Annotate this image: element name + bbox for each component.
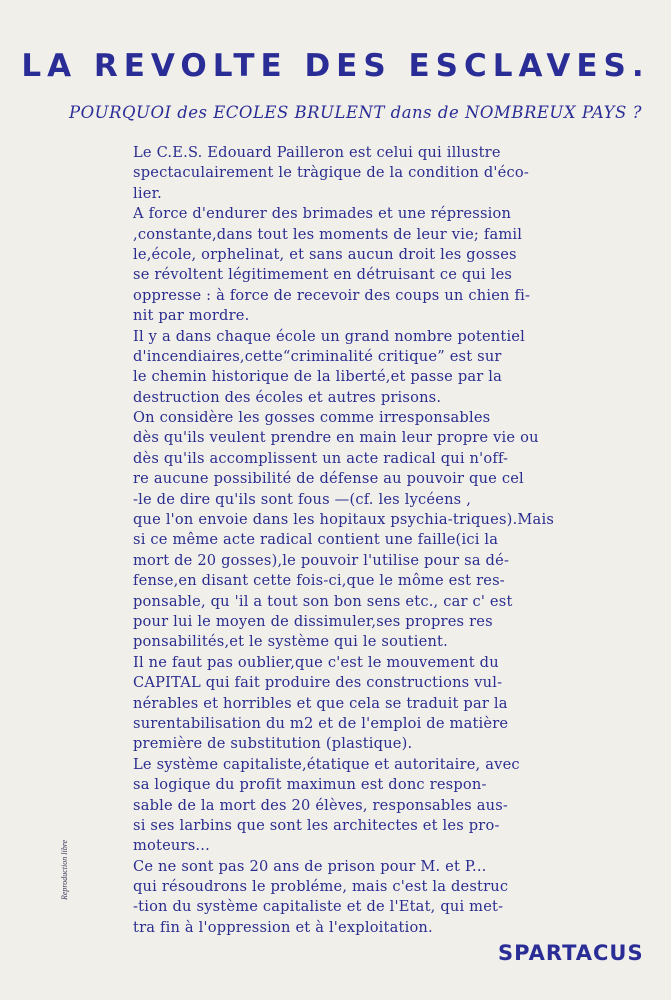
signature: SPARTACUS [498, 941, 644, 965]
text-line: re aucune possibilité de défense au pouvoir que cel [133, 470, 524, 488]
text-line: tra fin à l'oppression et à l'exploitation. [133, 918, 433, 936]
manifesto-body [133, 143, 553, 938]
imprint-note: Reproduction libre [60, 839, 69, 900]
text-line: sable de la mort des 20 élèves, responsables aus- [133, 796, 509, 814]
text-line: A force d'endurer des brimades et une répression [133, 205, 512, 223]
text-line: mort de 20 gosses),le pouvoir l'utilise pour sa dé- [133, 551, 510, 569]
text-line: nit par mordre. [133, 307, 250, 325]
text-line: se révoltent légitimement en détruisant ce qui les [133, 266, 513, 284]
text-line: sa logique du profit maximun est donc respon- [133, 776, 487, 794]
page-title: LA REVOLTE DES ESCLAVES. [21, 48, 650, 84]
text-line: nérables et horribles et que cela se traduit par la [133, 694, 508, 712]
text-line: -tion du système capitaliste et de l'Etat, qui met- [133, 898, 504, 916]
text-line: surentabilisation du m2 et de l'emploi de matière [133, 714, 509, 732]
text-line: ponsable, qu 'il a tout son bon sens etc., car c' est [133, 592, 513, 610]
text-line: le chemin historique de la liberté,et passe par la [133, 368, 503, 386]
text-line: Le système capitaliste,étatique et autoritaire, avec [133, 755, 520, 773]
text-line: si ses larbins que sont les architectes et les pro- [133, 816, 500, 834]
text-line: pour lui le moyen de dissimuler,ses propres res [133, 612, 493, 630]
text-line: si ce même acte radical contient une faille(ici la [133, 531, 499, 549]
text-line: première de substitution (plastique). [133, 735, 413, 753]
text-line: Il ne faut pas oublier,que c'est le mouvement du [133, 653, 499, 671]
text-line: Il y a dans chaque école un grand nombre potentiel [133, 327, 526, 345]
text-line: Ce ne sont pas 20 ans de prison pour M. et P... [133, 857, 487, 875]
text-line: le,école, orphelinat, et sans aucun droit les gosses [133, 245, 517, 263]
text-line: lier. [133, 184, 162, 202]
text-line: moteurs... [133, 837, 210, 855]
text-line: oppresse : à force de recevoir des coups un chien fi- [133, 286, 531, 304]
text-line: dès qu'ils veulent prendre en main leur propre vie ou [133, 429, 539, 447]
text-line: Le C.E.S. Edouard Pailleron est celui qui illustre [133, 144, 501, 161]
text-line: que l'on envoie dans les hopitaux psychia-triques).Mais [133, 511, 555, 529]
text-line: dès qu'ils accomplissent un acte radical qui n'off- [133, 449, 509, 467]
text-line: ,constante,dans tout les moments de leur vie; famil [133, 225, 523, 243]
text-line: qui résoudrons le probléme, mais c'est la destruc [133, 878, 509, 896]
page-subtitle: POURQUOI des ECOLES BRULENT dans de NOMBREUX PAYS ? [69, 103, 642, 122]
text-line: On considère les gosses comme irresponsables [133, 409, 491, 427]
text-line: -le de dire qu'ils sont fous —(cf. les lycéens , [133, 490, 472, 508]
text-line: ponsabilités,et le système qui le soutient. [133, 633, 448, 651]
text-line: spectaculairement le tràgique de la condition d'éco- [133, 164, 529, 182]
text-line: CAPITAL qui fait produire des constructions vul- [133, 674, 503, 692]
text-line: destruction des écoles et autres prisons. [133, 388, 442, 406]
text-line: d'incendiaires,cette“criminalité critique” est sur [133, 347, 502, 365]
text-line: fense,en disant cette fois-ci,que le môme est res- [133, 572, 505, 590]
